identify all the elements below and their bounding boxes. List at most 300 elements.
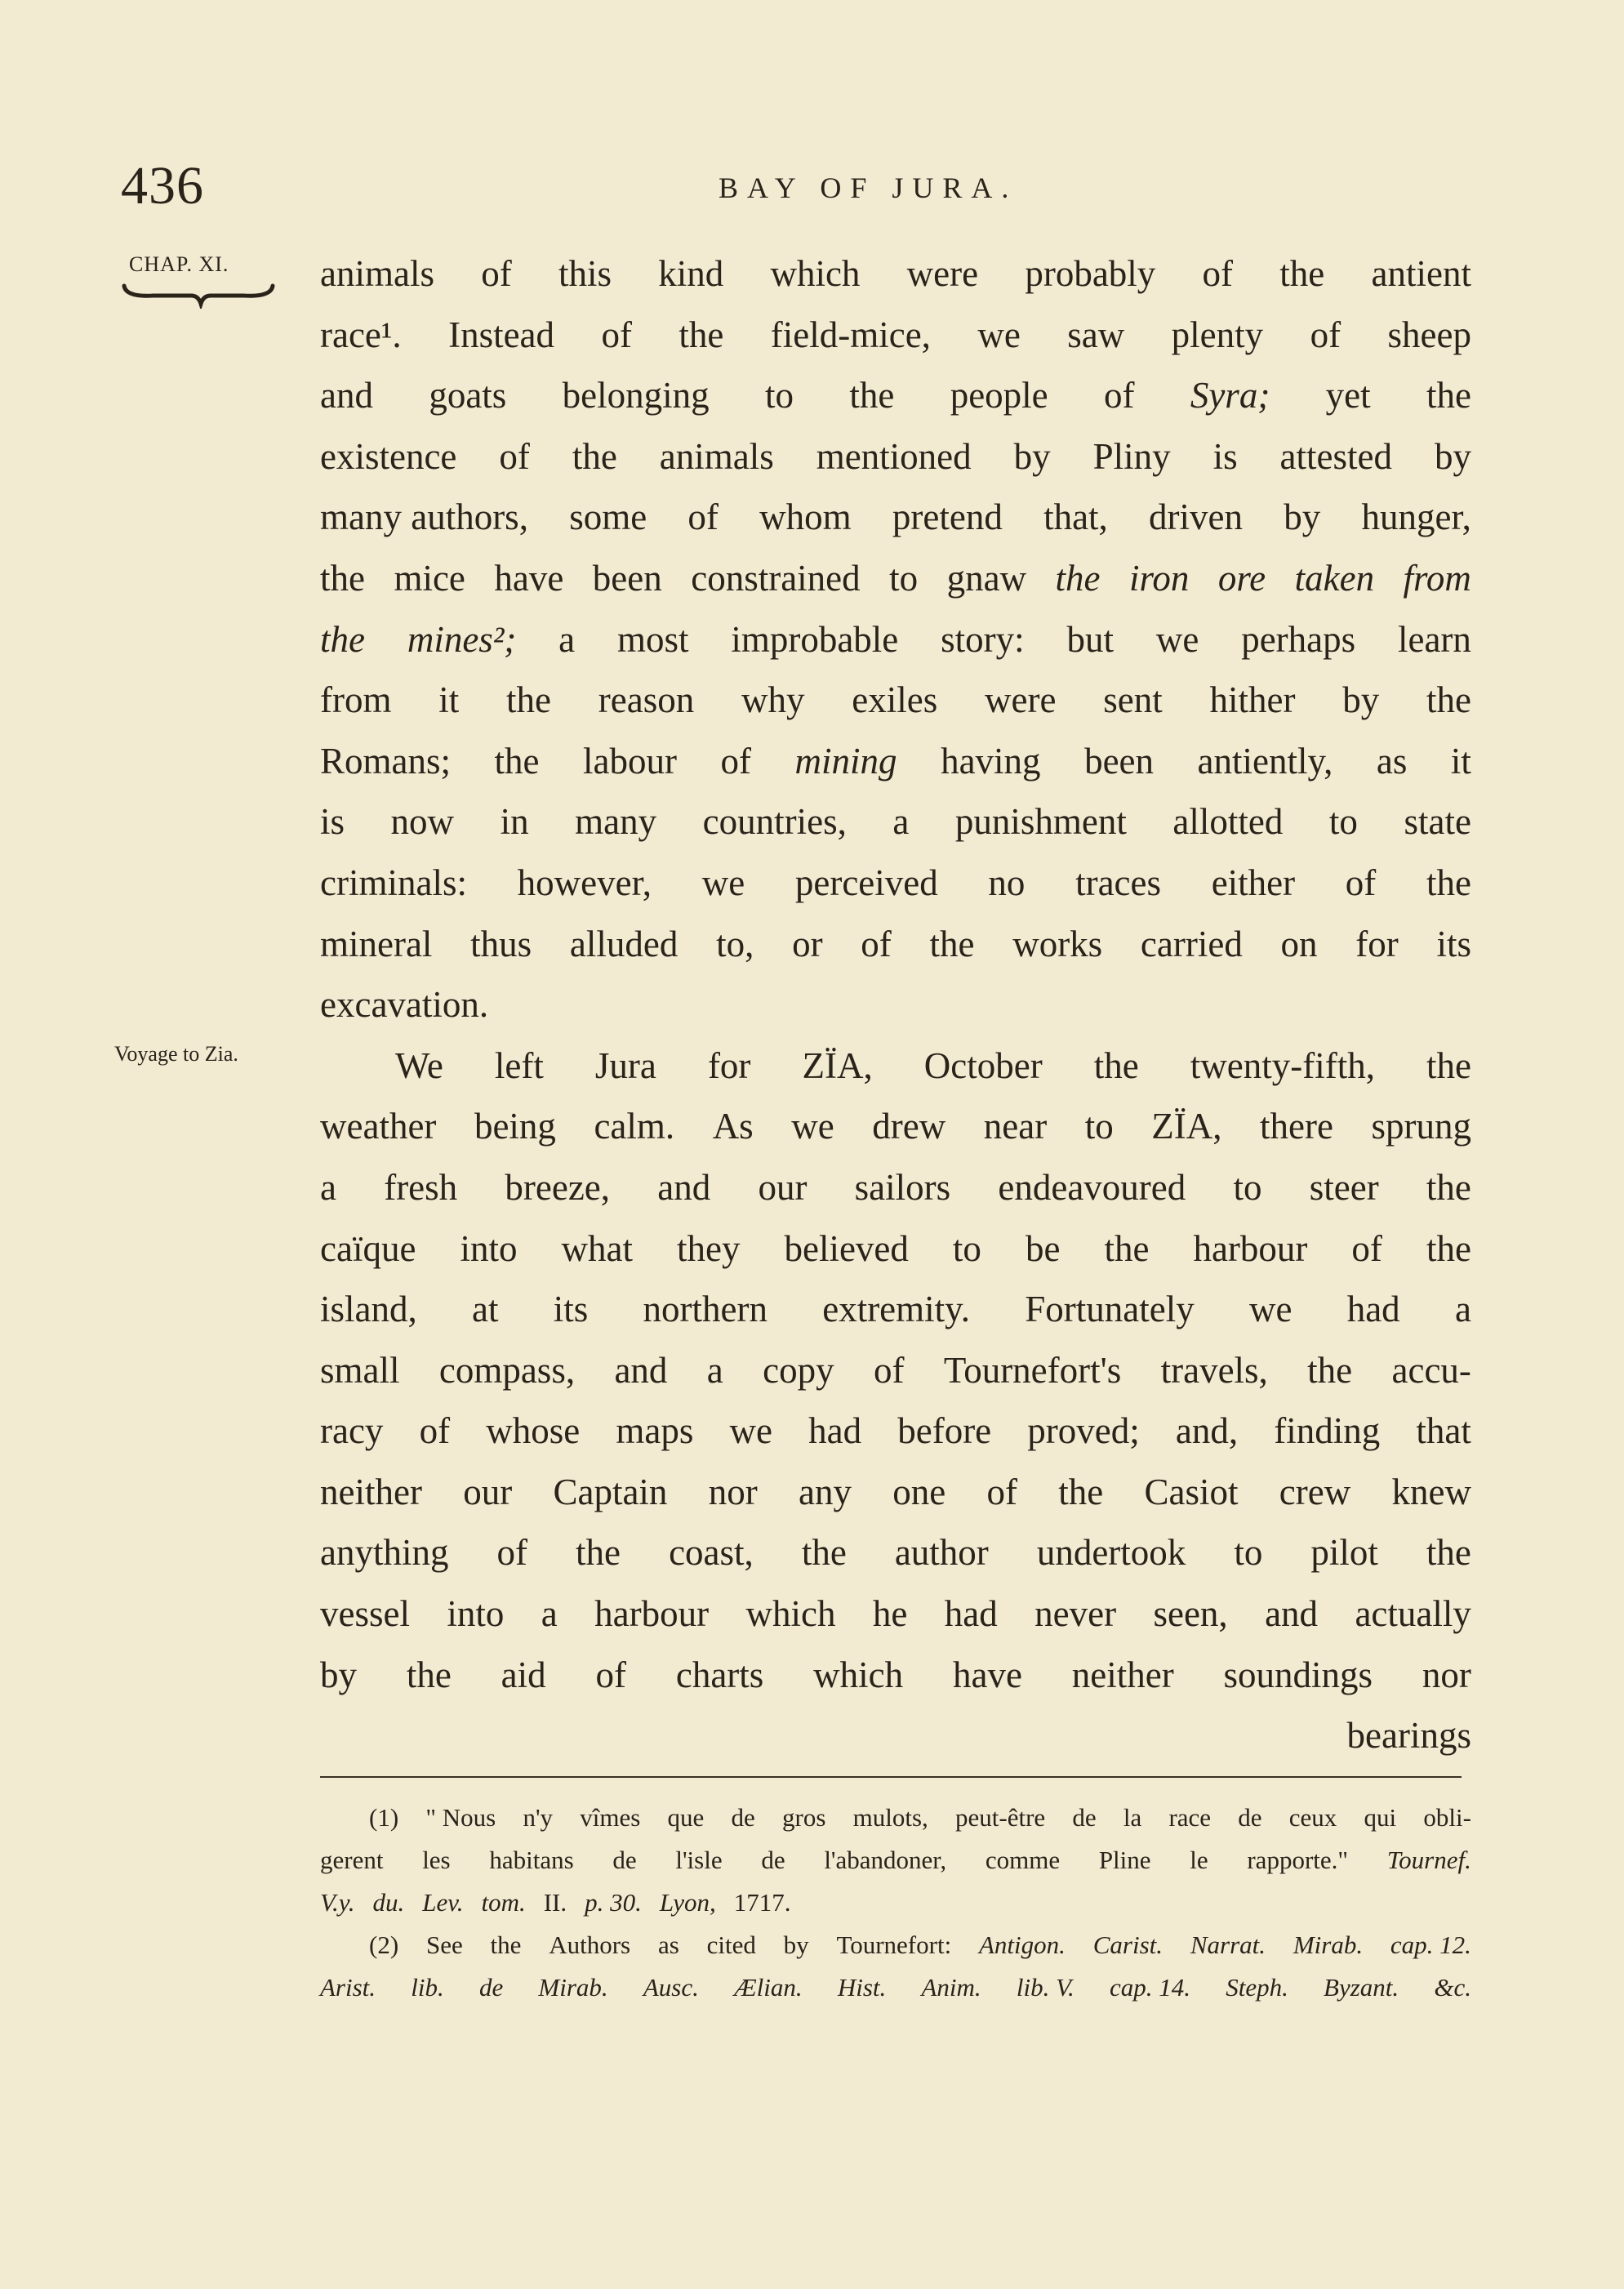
word: the — [572, 435, 617, 477]
word: harbour — [594, 1593, 710, 1635]
word: either — [1211, 862, 1296, 903]
word: sheep — [1387, 314, 1471, 355]
word: extremity. — [822, 1289, 970, 1330]
word: from — [320, 679, 392, 721]
word: we — [791, 1106, 834, 1147]
word: sailors — [854, 1166, 951, 1208]
word: near — [983, 1106, 1048, 1147]
word: mice — [394, 557, 465, 599]
word: iron — [1129, 557, 1190, 599]
word: goats — [429, 375, 507, 416]
word: the — [929, 923, 975, 964]
word: punishment — [954, 801, 1127, 843]
text-line — [320, 243, 1471, 305]
text-line — [320, 1340, 1471, 1401]
word: they — [676, 1227, 741, 1269]
word: maps — [616, 1410, 694, 1452]
footnote-word: lib. V. — [1016, 1973, 1075, 2002]
word: carried — [1140, 923, 1243, 964]
text-line — [320, 670, 1471, 731]
word: racy — [320, 1410, 384, 1452]
footnote-word: que — [667, 1803, 705, 1832]
word: of — [873, 1349, 905, 1391]
word: is — [1212, 435, 1238, 477]
word: of — [861, 923, 892, 964]
word: works — [1012, 923, 1103, 964]
footnote-line — [320, 1966, 1471, 2009]
text-line — [320, 791, 1471, 853]
word: pilot — [1310, 1532, 1378, 1574]
word: yet — [1325, 375, 1371, 416]
word: reason — [598, 679, 695, 721]
word: crew — [1279, 1471, 1351, 1512]
word: which — [770, 253, 861, 294]
word: taken — [1294, 557, 1375, 599]
word: mines²; — [407, 618, 517, 660]
text-line — [320, 1583, 1471, 1645]
footnote-word: by — [783, 1931, 809, 1959]
word: however, — [517, 862, 652, 903]
word: undertook — [1036, 1532, 1186, 1574]
word: the — [1093, 1044, 1139, 1086]
word: or — [792, 923, 823, 964]
word: Captain — [553, 1471, 668, 1512]
word: it — [1450, 740, 1471, 782]
text-line — [320, 1401, 1471, 1462]
word: at — [472, 1289, 499, 1330]
word: vessel — [320, 1593, 410, 1635]
footnote-word: Mirab. — [538, 1973, 608, 2002]
footnote-word: Narrat. — [1190, 1931, 1266, 1959]
footnote-word: Tournefort: — [836, 1931, 952, 1959]
word: the — [1058, 1471, 1104, 1512]
footnote-word: de — [761, 1846, 785, 1874]
margin-note-text: Voyage to Zia. — [114, 1042, 238, 1066]
word: that — [1416, 1410, 1471, 1452]
footnote-word: Carist. — [1092, 1931, 1163, 1959]
word: nor — [1422, 1654, 1471, 1695]
text-line — [320, 487, 1471, 548]
word: ZÏA, — [1151, 1106, 1222, 1147]
word: hither — [1209, 679, 1296, 721]
word: the — [1055, 557, 1101, 599]
word: animals — [320, 253, 434, 294]
word: labour — [583, 740, 677, 782]
word: the — [849, 375, 895, 416]
word: mineral — [320, 923, 433, 964]
footnote-word: See — [425, 1931, 463, 1959]
word: the — [1426, 862, 1471, 903]
word: by — [1284, 497, 1321, 538]
word: race¹. — [320, 314, 402, 355]
word: the — [1307, 1349, 1353, 1391]
word: Casiot — [1144, 1471, 1239, 1512]
word: a — [1454, 1289, 1471, 1330]
footnote-word: tom. — [481, 1888, 526, 1917]
footnote-word: Authors — [549, 1931, 631, 1959]
word: we — [701, 862, 745, 903]
word: as — [1376, 740, 1408, 782]
word: knew — [1391, 1471, 1471, 1512]
word: the — [801, 1532, 847, 1574]
word: of — [419, 1410, 451, 1452]
word: we — [1155, 618, 1199, 660]
footnote-word: gros — [782, 1803, 826, 1832]
word: author — [894, 1532, 989, 1574]
word: the — [320, 557, 365, 599]
word: from — [1403, 557, 1471, 599]
word: antient — [1371, 253, 1471, 294]
footnote-word: Ælian. — [734, 1973, 803, 2002]
word: of — [601, 314, 632, 355]
word: and, — [1175, 1410, 1239, 1452]
word: saw — [1067, 314, 1125, 355]
word: of — [1103, 375, 1135, 416]
text-line — [320, 1462, 1471, 1523]
footnote-word: " Nous — [425, 1803, 496, 1832]
word: attested — [1279, 435, 1392, 477]
footnotes — [320, 1797, 1471, 2009]
word: our — [758, 1166, 808, 1208]
word: small — [320, 1349, 400, 1391]
text-line — [320, 1645, 1471, 1706]
word: existence — [320, 435, 457, 477]
word: and — [657, 1166, 711, 1208]
word: perceived — [794, 862, 938, 903]
word: aid — [501, 1654, 546, 1695]
word: being — [474, 1106, 556, 1147]
word: countries, — [702, 801, 847, 843]
word: to — [1233, 1166, 1262, 1208]
word: drew — [872, 1106, 946, 1147]
word: steer — [1309, 1166, 1379, 1208]
word: our — [463, 1471, 513, 1512]
word: alluded — [569, 923, 679, 964]
word: and — [614, 1349, 668, 1391]
word: ore — [1217, 557, 1266, 599]
word: the — [1279, 253, 1325, 294]
word: story: — [941, 618, 1025, 660]
word: but — [1066, 618, 1115, 660]
word: sprung — [1371, 1106, 1471, 1147]
text-line — [320, 1705, 1471, 1766]
word: by — [1434, 435, 1471, 477]
word: to, — [716, 923, 754, 964]
text-line — [320, 914, 1471, 975]
word: this — [558, 253, 612, 294]
text-line — [320, 305, 1471, 366]
word: pretend — [892, 497, 1003, 538]
word: to — [889, 557, 919, 599]
word: we — [729, 1410, 772, 1452]
word: calm. — [594, 1106, 675, 1147]
word: by — [1013, 435, 1051, 477]
footnote-line — [320, 1924, 1471, 1966]
text-line — [320, 548, 1471, 609]
footnote-line — [320, 1797, 1471, 1839]
word: the — [1426, 1166, 1471, 1208]
word: excavation. — [320, 984, 489, 1026]
word: to — [952, 1227, 981, 1269]
word: no — [988, 862, 1026, 903]
word: now — [390, 801, 455, 843]
word: by — [320, 1654, 357, 1695]
footnote-word: de — [612, 1846, 637, 1874]
page-number: 436 — [121, 156, 204, 216]
word: for — [1355, 923, 1399, 964]
word: Instead — [448, 314, 555, 355]
chapter-label: CHAP. XI. — [129, 252, 229, 276]
word: the — [1426, 1227, 1471, 1269]
word: why — [741, 679, 805, 721]
footnote-line — [320, 1839, 1471, 1882]
body-text — [320, 243, 1471, 1766]
word: we — [1248, 1289, 1293, 1330]
footnote-word: Tournef. — [1386, 1846, 1471, 1874]
word: breeze, — [505, 1166, 611, 1208]
word: its — [553, 1289, 589, 1330]
footnote-word: race — [1168, 1803, 1212, 1832]
text-line — [320, 1218, 1471, 1280]
footnote-word: de — [731, 1803, 755, 1832]
word: on — [1280, 923, 1318, 964]
footnote-word: the — [490, 1931, 522, 1959]
word: Fortunately — [1025, 1289, 1195, 1330]
footnote-word: II. — [543, 1888, 567, 1917]
word: neither — [1071, 1654, 1174, 1695]
footnote-word: Ausc. — [643, 1973, 699, 2002]
footnote-word: Steph. — [1226, 1973, 1288, 2002]
word: we — [977, 314, 1021, 355]
word: of — [720, 740, 752, 782]
word: many authors, — [320, 497, 528, 538]
word: in — [500, 801, 529, 843]
word: northern — [643, 1289, 768, 1330]
margin-note-voyage — [114, 1041, 238, 1067]
text-line — [320, 1522, 1471, 1583]
footnote-word: (1) — [369, 1803, 399, 1832]
word: field-mice, — [770, 314, 931, 355]
text-line — [320, 1035, 1471, 1097]
word: most — [616, 618, 689, 660]
word: a — [320, 1166, 336, 1208]
word: there — [1260, 1106, 1333, 1147]
word: a — [558, 618, 576, 660]
word: soundings — [1223, 1654, 1373, 1695]
text-line — [320, 609, 1471, 670]
word: accu- — [1391, 1349, 1471, 1391]
word: many — [575, 801, 657, 843]
word: the — [679, 314, 724, 355]
footnote-word: n'y — [523, 1803, 554, 1832]
word: seen, — [1153, 1593, 1228, 1635]
footnote-word: cap. 12. — [1390, 1931, 1471, 1959]
word: what — [561, 1227, 633, 1269]
word: the — [1426, 1532, 1471, 1574]
word: October — [923, 1044, 1043, 1086]
word: probably — [1025, 253, 1156, 294]
word: travels, — [1160, 1349, 1268, 1391]
word: mining — [794, 740, 897, 782]
footnote-word: cap. 14. — [1109, 1973, 1190, 2002]
word: left — [494, 1044, 544, 1086]
word: animals — [659, 435, 774, 477]
word: twenty-fifth, — [1190, 1044, 1375, 1086]
chapter-brace-icon — [121, 279, 276, 309]
word: thus — [470, 923, 532, 964]
word: into — [447, 1593, 505, 1635]
word: have — [494, 557, 564, 599]
footnote-word: V.y. — [320, 1888, 355, 1917]
word: he — [872, 1593, 908, 1635]
word: bearings — [1346, 1715, 1471, 1757]
word: were — [906, 253, 979, 294]
footnote-word: (2) — [369, 1931, 399, 1959]
footnote-word: 1717. — [733, 1888, 791, 1917]
word: nor — [708, 1471, 758, 1512]
word: improbable — [731, 618, 899, 660]
word: never — [1034, 1593, 1117, 1635]
word: plenty — [1171, 314, 1264, 355]
word: caïque — [320, 1227, 416, 1269]
word: the — [506, 679, 552, 721]
footnote-word: peut-être — [955, 1803, 1046, 1832]
word: endeavoured — [998, 1166, 1186, 1208]
word: Jura — [594, 1044, 656, 1086]
word: is — [320, 801, 345, 843]
word: constrained — [691, 557, 861, 599]
footnote-word: du. — [372, 1888, 405, 1917]
word: We — [395, 1044, 443, 1086]
word: of — [496, 1532, 528, 1574]
footnote-word: lib. — [411, 1973, 444, 2002]
word: of — [595, 1654, 626, 1695]
word: the — [1426, 679, 1471, 721]
word: island, — [320, 1289, 417, 1330]
word: of — [986, 1471, 1017, 1512]
footnote-word: de — [1238, 1803, 1262, 1832]
footnote-word: Lev. — [422, 1888, 464, 1917]
footnote-word: Pline — [1098, 1846, 1151, 1874]
footnote-line — [320, 1882, 1471, 1924]
word: the — [320, 618, 365, 660]
footnote-word: les — [422, 1846, 451, 1874]
word: were — [985, 679, 1057, 721]
footnote-word: rapporte." — [1247, 1846, 1349, 1874]
word: hunger, — [1361, 497, 1471, 538]
word: by — [1342, 679, 1380, 721]
word: of — [481, 253, 512, 294]
word: traces — [1075, 862, 1162, 903]
word: ZÏA, — [802, 1044, 873, 1086]
word: of — [1202, 253, 1234, 294]
word: coast, — [669, 1532, 754, 1574]
word: allotted — [1172, 801, 1284, 843]
word: for — [707, 1044, 751, 1086]
word: Pliny — [1092, 435, 1171, 477]
word: it — [438, 679, 460, 721]
word: and — [320, 375, 373, 416]
word: a — [541, 1593, 558, 1635]
word: of — [1310, 314, 1341, 355]
text-line — [320, 365, 1471, 426]
word: believed — [784, 1227, 909, 1269]
text-line — [320, 1096, 1471, 1157]
word: to — [1234, 1532, 1263, 1574]
footnote-word: de — [478, 1973, 504, 2002]
word: Syra; — [1190, 375, 1270, 416]
word: actually — [1355, 1593, 1471, 1635]
word: Tournefort's — [943, 1349, 1122, 1391]
word: belonging — [562, 375, 710, 416]
word: learn — [1397, 618, 1471, 660]
word: the — [1426, 1044, 1471, 1086]
word: had — [808, 1410, 862, 1452]
word: having — [941, 740, 1041, 782]
word: fresh — [384, 1166, 458, 1208]
word: before — [897, 1410, 992, 1452]
footnote-word: as — [657, 1931, 679, 1959]
word: which — [745, 1593, 836, 1635]
footnote-word: cited — [706, 1931, 756, 1959]
running-title: BAY OF JURA. — [719, 171, 1018, 204]
word: had — [944, 1593, 998, 1635]
word: proved; — [1027, 1410, 1140, 1452]
word: copy — [763, 1349, 834, 1391]
word: the — [1104, 1227, 1150, 1269]
text-line — [320, 1157, 1471, 1218]
text-line — [320, 731, 1471, 792]
word: of — [1345, 862, 1377, 903]
word: mentioned — [816, 435, 972, 477]
word: the — [576, 1532, 621, 1574]
word: compass, — [438, 1349, 576, 1391]
footnote-word: habitans — [489, 1846, 574, 1874]
word: charts — [675, 1654, 764, 1695]
footnote-word: &c. — [1434, 1973, 1471, 2002]
word: of — [687, 497, 719, 538]
word: its — [1436, 923, 1471, 964]
word: and — [1265, 1593, 1319, 1635]
footnote-word: ceux — [1288, 1803, 1337, 1832]
word: to — [1084, 1106, 1114, 1147]
text-line — [320, 426, 1471, 488]
word: weather — [320, 1106, 437, 1147]
word: sent — [1103, 679, 1163, 721]
word: perhaps — [1241, 618, 1356, 660]
word: to — [1328, 801, 1358, 843]
word: that, — [1043, 497, 1108, 538]
footnote-word: qui — [1364, 1803, 1397, 1832]
word: gnaw — [946, 557, 1027, 599]
word: one — [892, 1471, 946, 1512]
word: finding — [1274, 1410, 1381, 1452]
footnote-word: vîmes — [580, 1803, 641, 1832]
footnote-word: obli- — [1423, 1803, 1471, 1832]
footnote-word: de — [1072, 1803, 1097, 1832]
word: neither — [320, 1471, 422, 1512]
word: people — [950, 375, 1048, 416]
footnote-word: la — [1123, 1803, 1142, 1832]
word: exiles — [852, 679, 938, 721]
footnote-word: l'abandoner, — [824, 1846, 947, 1874]
word: been — [1084, 740, 1155, 782]
word: harbour — [1193, 1227, 1308, 1269]
footnote-word: Antigon. — [979, 1931, 1066, 1959]
word: As — [712, 1106, 754, 1147]
text-line — [320, 853, 1471, 914]
word: some — [569, 497, 647, 538]
